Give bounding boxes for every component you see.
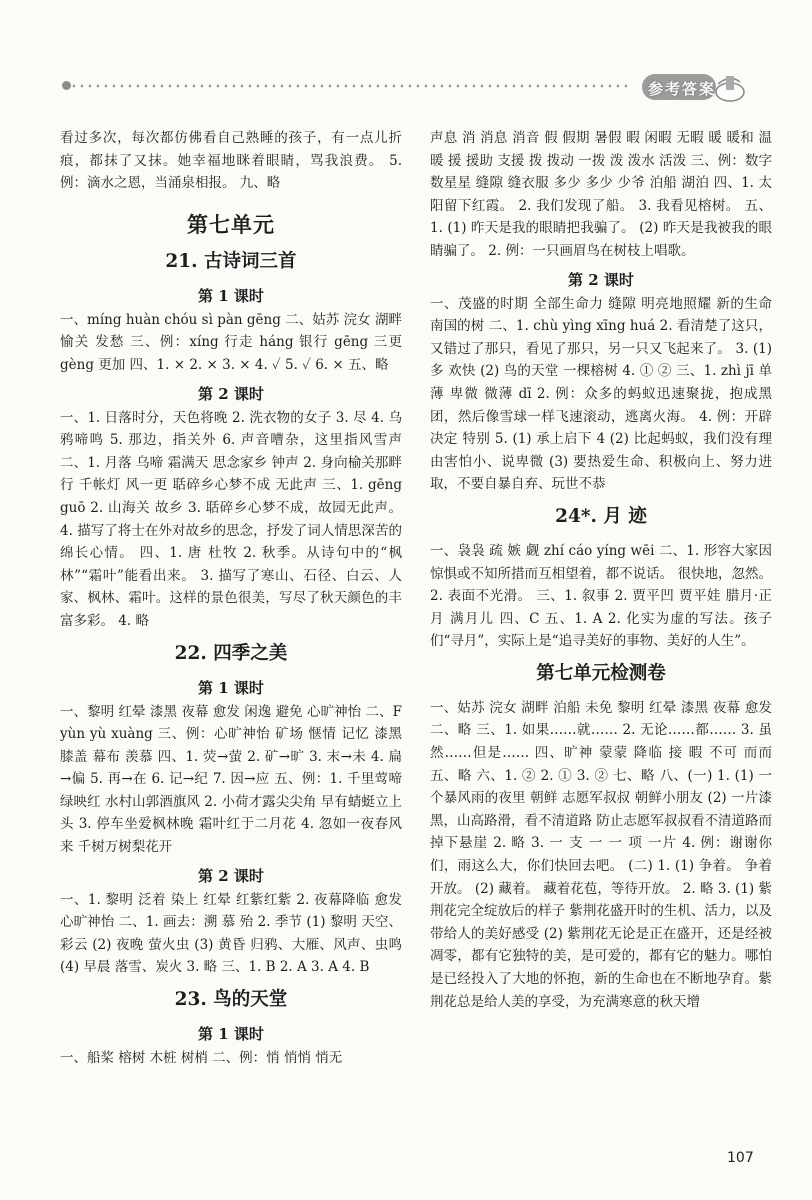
header-dotted-rule — [70, 84, 630, 88]
page-header — [62, 62, 762, 112]
answer-paragraph: 一、1. 黎明 泛着 染上 红晕 红紫红紫 2. 夜幕降临 愈发 心旷神怡 二、1. 画去：溯 慕 殆 2. 季节 (1) 黎明 天空、彩云 (2) 夜晚 萤火虫 (3) 黄昏 归鸦、大雁、风声、虫鸣 (4) 早晨 落雪、炭火 3. 略 三、1. B 2. A 3. A 4. B — [60, 891, 402, 976]
lesson-title: 23. 鸟的天堂 — [174, 989, 288, 1011]
period-title: 第 1 课时 — [198, 286, 264, 305]
page-number: 107 — [727, 1150, 754, 1166]
period-title: 第 2 课时 — [568, 270, 634, 289]
answer-badge-label: 参考答案 — [648, 80, 717, 98]
answer-paragraph: 声息 消 消息 消音 假 假期 暑假 暇 闲暇 无暇 暖 暖和 温暖 援 援助 支援 拨 拨动 一拨 泼 泼水 活泼 三、例：数字 数星星 缝隙 缝衣服 多少 多少 少爷 泊船 湖泊 四、1. 太阳留下红霞。 2. 我们发现了船。 3. 我看见榕树。 五、1. (1) 昨天是我的眼睛把我骗了。 (2) 昨天是我被我的眼睛骗了。 2. 例：一只画眉鸟在树枝上唱歌。 — [430, 130, 772, 259]
period-title: 第 2 课时 — [198, 384, 264, 403]
period-title: 第 2 课时 — [198, 866, 264, 885]
answer-paragraph: 一、茂盛的时期 全部生命力 缝隙 明亮地照耀 新的生命 南国的树 二、1. chù yìng xīng huá 2. 看清楚了这只，又错过了那只，看见了那只，另一只又飞起来了。 3. (1) 多 欢快 (2) 鸟的天堂 一棵榕树 4. ① ② 三、1. zhì jī 单薄 卑微 微薄 dī 2. 例：众多的蚂蚁迅速聚拢，抱成黑团，然后像雪球一样飞速滚动，逃离火海。 4. 例：开辟 决定 特别 5. (1) 承上启下 4 (2) 比起蚂蚁，我们没有理由害怕小、说卑微 (3) 要热爱生命、积极向上、努力进取，不要自暴自弃、玩世不恭 — [430, 295, 772, 493]
period-title: 第 1 课时 — [198, 678, 264, 697]
lesson-title: 22. 四季之美 — [174, 642, 288, 664]
right-column — [430, 127, 772, 1013]
answer-paragraph: 一、姑苏 浣女 湖畔 泊船 未免 黎明 红晕 漆黑 夜幕 愈发 二、略 三、1. 如果……就…… 2. 无论……都…… 3. 虽然……但是…… 四、旷神 蒙蒙 降临 接 暇 不可 而而 五、略 六、1. ② 2. ① 3. ② 七、略 八、(一) 1. (1) 一个暴风雨的夜里 朝鲜 志愿军叔叔 朝鲜小朋友 (2) 一片漆黑，山高路滑，看不清道路 防止志愿军叔叔看不清道路而掉下悬崖 2. 略 3. 一 支 一 一 项 一片 4. 例：谢谢你们，雨这么大，你们快回去吧。 (二) 1. (1) 争着。 争着开放。 (2) 藏着。 藏着花苞，等待开放。 2. 略 3. (1) 紫荆花完全绽放后的样子 紫荆花盛开时的生机、活力，以及带给人的美好感受 (2) 紫荆花无论是正在盛开，还是经被凋零，都有它独特的美，是可爱的，都有它的魅力。哪怕是已经投入了大地的怀抱，新的生命也在不断地孕育。紫荆花总是给人美的享受，为充满寒意的秋天增 — [430, 699, 772, 1010]
left-column — [60, 127, 402, 1070]
test-title: 第七单元检测卷 — [536, 662, 666, 684]
intro-paragraph: 看过多次，每次都仿佛看自己熟睡的孩子，有一点儿折痕，都抹了又抹。她幸福地眯着眼睛，骂我浪费。 5. 例：滴水之恩，当涌泉相报。 九、略 — [60, 130, 402, 192]
answer-paragraph: 一、黎明 红晕 漆黑 夜幕 愈发 闲逸 避免 心旷神怡 二、F yùn yù xuàng 三、例：心旷神怡 矿场 惬情 记忆 漆黑 膝盖 幕布 羡慕 四、1. 荧→萤 2. 矿→旷 3. 末→未 4. 扁→偏 5. 再→在 6. 记→纪 7. 因→应 五、例：1. 千里莺啼绿映红 水村山郭酒旗风 2. 小荷才露尖尖角 早有蜻蜓立上头 3. 停车坐爱枫林晚 霜叶红于二月花 4. 忽如一夜春风来 千树万树梨花开 — [60, 703, 402, 856]
lesson-title: 24*. 月 迹 — [555, 505, 647, 527]
lesson-title: 21. 古诗词三首 — [165, 250, 297, 272]
answer-paragraph: 一、míng huàn chóu sì pàn gēng 二、姑苏 浣女 湖畔 愉关 发愁 三、例：xíng 行走 háng 银行 gēng 三更 gèng 更加 四、1. × 2. × 3. × 4. ✓ 5. ✓ 6. × 五、略 — [60, 311, 402, 373]
answer-paragraph: 一、船桨 榕树 木桩 树梢 二、例：悄 悄悄 悄无 — [60, 1050, 343, 1067]
unit-title: 第七单元 — [187, 211, 275, 237]
period-title: 第 1 课时 — [198, 1025, 264, 1044]
answer-paragraph: 一、袅袅 疏 嫉 觑 zhí cáo yíng wēi 二、1. 形容大家因惊惧或不知所措而互相望着，都不说话。 很快地，忽然。 2. 表面不光滑。 三、1. 叙事 2. 贾平凹 贾平娃 腊月·正月 满月儿 四、C 五、1. A 2. 化实为虚的写法。孩子们“寻月”，实际上是“追寻美好的事物、美好的人生”。 — [430, 542, 772, 650]
answer-paragraph: 一、1. 日落时分，天色将晚 2. 洗衣物的女子 3. 尽 4. 乌鸦啼鸣 5. 那边，指关外 6. 声音嘈杂，这里指风雪声 二、1. 月落 乌啼 霜满天 思念家乡 钟声 2. 身向榆关那畔行 千帐灯 风一更 聒碎乡心梦不成 无此声 三、1. gēng guō 2. 山海关 故乡 3. 聒碎乡心梦不成，故园无此声。 4. 描写了将士在外对故乡的思念，抒发了词人情思深苦的绵长心情。 四、1. 唐 杜牧 2. 秋季。从诗句中的“枫林”“霜叶”能看出来。 3. 描写了寒山、石径、白云、人家、枫林、霜叶。这样的景色很美，写尽了秋天颜色的丰富多彩。 4. 略 — [60, 409, 402, 629]
